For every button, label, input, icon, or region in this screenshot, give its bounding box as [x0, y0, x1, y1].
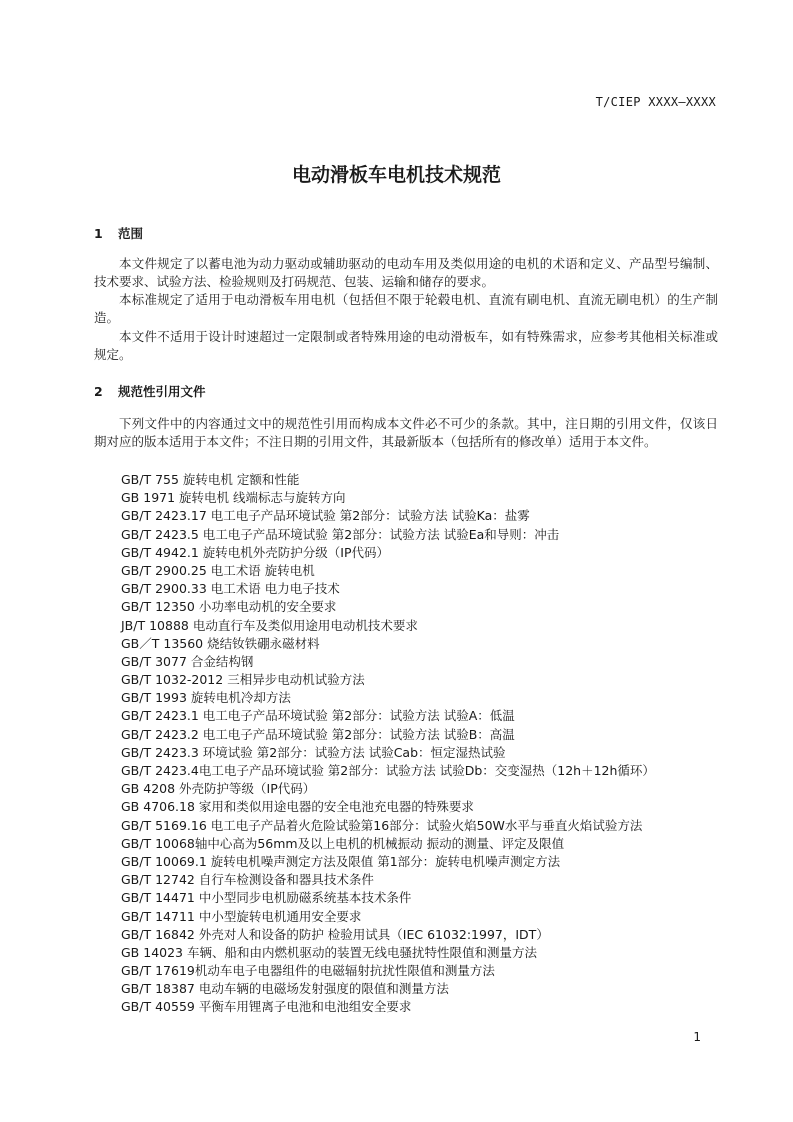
reference-item: GB/T 2423.1 电工电子产品环境试验 第2部分：试验方法 试验A：低温	[121, 708, 515, 724]
references-intro-paragraph: 下列文件中的内容通过文中的规范性引用而构成本文件必不可少的条款。其中，注日期的引用文件，仅该日期对应的版本适用于本文件；不注日期的引用文件，其最新版本（包括所有的修改单）适用于本文件。	[94, 416, 718, 450]
reference-item: GB/T 4942.1 旋转电机外壳防护分级（IP代码）	[121, 544, 390, 560]
reference-item: GB/T 17619机动车电子电器组件的电磁辐射抗扰性限值和测量方法	[121, 963, 495, 979]
reference-item: GB 4208 外壳防护等级（IP代码）	[121, 781, 316, 797]
reference-item: JB/T 10888 电动直行车及类似用途用电动机技术要求	[121, 617, 418, 633]
reference-item: GB/T 2423.17 电工电子产品环境试验 第2部分：试验方法 试验Ka：盐雾	[121, 508, 530, 524]
section-heading-scope	[94, 224, 143, 242]
reference-item: GB/T 14711 中小型旋转电机通用安全要求	[121, 908, 362, 924]
scope-paragraph-1: 本文件规定了以蓄电池为动力驱动或辅助驱动的电动车用及类似用途的电机的术语和定义、产品型号编制、技术要求、试验方法、检验规则及打码规范、包装、运输和储存的要求。	[94, 256, 718, 290]
reference-item: GB/T 2423.3 环境试验 第2部分：试验方法 试验Cab：恒定湿热试验	[121, 744, 506, 760]
scope-paragraph-3: 本文件不适用于设计时速超过一定限制或者特殊用途的电动滑板车，如有特殊需求，应参考其他相关标准或规定。	[94, 329, 718, 363]
reference-list	[121, 471, 655, 1017]
section-title: 规范性引用文件	[118, 384, 206, 399]
reference-item: GB/T 2900.33 电工术语 电力电子技术	[121, 581, 340, 597]
reference-item: GB/T 12742 自行车检测设备和器具技术条件	[121, 872, 374, 888]
page-number: 1	[693, 1030, 701, 1044]
reference-item: GB/T 2900.25 电工术语 旋转电机	[121, 562, 315, 578]
reference-item: GB/T 40559 平衡车用锂离子电池和电池组安全要求	[121, 999, 412, 1015]
reference-item: GB 14023 车辆、船和由内燃机驱动的装置无线电骚扰特性限值和测量方法	[121, 944, 537, 960]
reference-item: GB/T 10069.1 旋转电机噪声测定方法及限值 第1部分：旋转电机噪声测定方法	[121, 853, 561, 869]
section-number: 2	[94, 384, 103, 399]
reference-item: GB/T 10068轴中心高为56mm及以上电机的机械振动 振动的测量、评定及限值	[121, 835, 565, 851]
scope-paragraph-2: 本标准规定了适用于电动滑板车用电机（包括但不限于轮毂电机、直流有刷电机、直流无刷电机）的生产制造。	[94, 292, 718, 326]
reference-item: GB/T 3077 合金结构钢	[121, 653, 254, 669]
reference-item: GB/T 1993 旋转电机冷却方法	[121, 690, 291, 706]
reference-item: GB/T 14471 中小型同步电机励磁系统基本技术条件	[121, 890, 412, 906]
reference-item: GB/T 5169.16 电工电子产品着火危险试验第16部分：试验火焰50W水平与垂直火焰试验方法	[121, 817, 643, 833]
section-number: 1	[94, 226, 103, 241]
reference-item: GB/T 2423.4电工电子产品环境试验 第2部分：试验方法 试验Db：交变湿热（12h＋12h循环）	[121, 763, 655, 778]
section-heading-normative-references	[94, 382, 206, 400]
section-title: 范围	[118, 226, 144, 241]
reference-item: GB/T 1032-2012 三相异步电动机试验方法	[121, 672, 365, 688]
reference-item: GB／T 13560 烧结钕铁硼永磁材料	[121, 635, 320, 651]
reference-item: GB/T 16842 外壳对人和设备的防护 检验用试具（IEC 61032:1997，IDT）	[121, 926, 549, 942]
reference-item: GB/T 12350 小功率电动机的安全要求	[121, 599, 337, 615]
reference-item: GB 4706.18 家用和类似用途电器的安全电池充电器的特殊要求	[121, 799, 474, 815]
reference-item: GB 1971 旋转电机 线端标志与旋转方向	[121, 490, 346, 506]
reference-item: GB/T 2423.2 电工电子产品环境试验 第2部分：试验方法 试验B：高温	[121, 726, 515, 742]
document-code: T/CIEP XXXX—XXXX	[595, 95, 716, 109]
reference-item: GB/T 755 旋转电机 定额和性能	[121, 472, 300, 487]
reference-item: GB/T 2423.5 电工电子产品环境试验 第2部分：试验方法 试验Ea和导则：冲击	[121, 526, 560, 542]
document-title: 电动滑板车电机技术规范	[291, 164, 501, 186]
reference-item: GB/T 18387 电动车辆的电磁场发射强度的限值和测量方法	[121, 981, 449, 997]
